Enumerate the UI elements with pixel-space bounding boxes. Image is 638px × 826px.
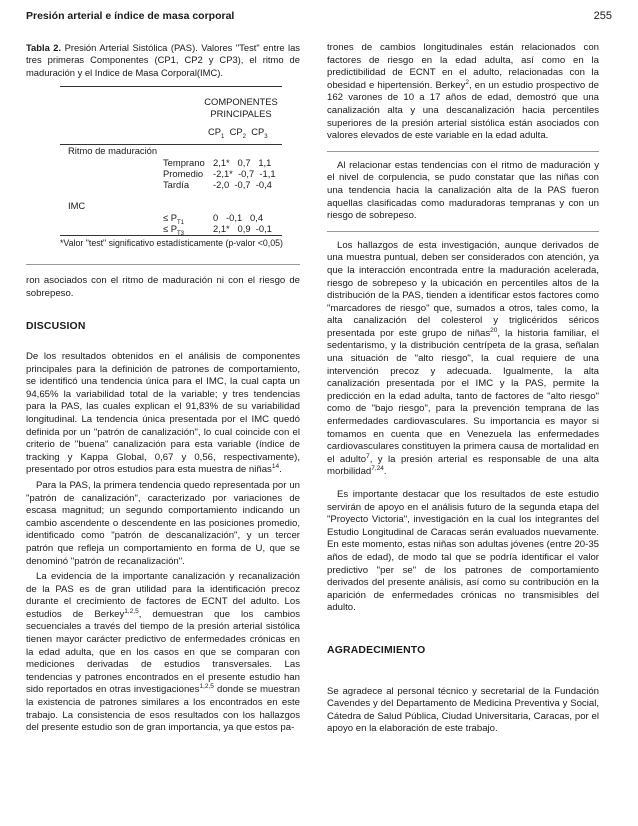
paragraph: trones de cambios longitudinales están relacionados con factores de riesgo en la edad adulta, así como en la predictibilidad de ECNT en el adulto, relacionadas con la obesidad e hipertensión. Berkey$^2$, en un estudio prospectivo de 162 varones de 10 a 17 años de edad, demostró que una canalización alta y una descanalización hacia percentiles superiores de la presión arterial sistólica están asociados con valores elevados de este variable en la edad adulta. bbox=[327, 42, 599, 142]
table-caption-text: Presión Arterial Sistólica (PAS). Valores "Test" entre las tres primeras Componentes (CP1, CP2 y CP3), el ritmo de maduración y el Indice de Masa Corporal(IMC). bbox=[26, 42, 300, 78]
reference-marker: 20 bbox=[490, 326, 498, 334]
table-header-line1: COMPONENTES bbox=[204, 96, 278, 108]
table-row-label: Temprano bbox=[163, 157, 205, 169]
paragraph: Se agradece al personal técnico y secretarial de la Fundación Cavendes y del Departamento de Medicina Preventiva y Social, Cátedra de Salud Pública, Ciudad Universitaria, Caracas, por el apoyo en la elaboración de este trabajo. bbox=[327, 685, 599, 735]
reference-marker: 2 bbox=[465, 78, 469, 86]
section-heading-discusion: DISCUSION bbox=[26, 321, 86, 333]
page-header bbox=[26, 10, 612, 26]
table-footnote: *Valor "test" significativo estadísticamente (p-valor <0,05) bbox=[60, 238, 283, 249]
table-bottom-rule bbox=[60, 235, 282, 236]
paragraph: Los hallazgos de esta investigación, aunque derivados de una muestra puntual, deben ser considerados con atención, ya que la interacción encontrada entre la maduración acelerada, riesgo de sobrepeso y la ubicación en percentiles altos de la distribución de la PAS, tienden a identificar estos factores como "marcadores de riesgo" que, sumados a otros, tales como, la alta canalización del colesterol y triglicéridos séricos presentada por este grupo de niñas$^{20}$, la historia familiar, el sedentarismo, y la distribución centrípeta de la grasa, señalan una situación de "alto riesgo", la cual requiere de una intervención precoz y adecuada. Igualmente, la alta canalización presentada por el IMC y la PAS, permite la predicción en la edad adulta, tanto de factores de "alto riesgo" como de "bajo riesgo", para la prevención temprana de las enfermedades cardiovasculares. Su importancia es mayor si tomamos en cuenta que en Venezuela las enfermedades cardiovasculares constituyen la primera causa de mortalidad en el adulto$^7$, y la presión arterial es responsable de una alta morbilidad$^{7,24}$. bbox=[327, 239, 599, 478]
right-column bbox=[327, 42, 599, 736]
table-top-rule bbox=[60, 86, 282, 87]
table-row-values: 2,1* 0,9 -0,1 bbox=[213, 223, 272, 235]
table-col-header bbox=[186, 96, 296, 120]
paragraph: Para la PAS, la primera tendencia quedo representada por un "patrón de canalización", caracterizado por variaciones de escasa magnitud; un segundo comportamiento indicando un cambio ascendente o descendente en las posiciones promedio, identificado como "patrón de descanalización", y un tercer patrón que refleja un comportamiento en forma de U, que se denominó "patrón de recanalización". bbox=[26, 479, 300, 567]
paragraph: De los resultados obtenidos en el análisis de componentes principales para la definición de patrones de comportamiento, se identificó una tendencia única para el IMC, la cual capta un 94,65% la variabilidad total de la variable; y tres tendencias para la PAS, las cuales explican el 91,83% de su variabilidad longitudinal. La tendencia única presentada por el IMC quedó definida por un "patrón de canalización", lo cual coincide con el criterio de "buena" canalización para esta variable (índice de tracking y Kappa Global, 0,67 y 0,56, respectivamente), presentado por otros estudios para esta muestra de niñas$^{14}$. bbox=[26, 351, 300, 476]
reference-marker: 7 bbox=[366, 452, 370, 460]
table-row-values: 0 -0,1 0,4 bbox=[213, 212, 264, 224]
left-column bbox=[26, 42, 300, 735]
divider bbox=[327, 151, 599, 152]
table-group-label: Ritmo de maduración bbox=[68, 145, 158, 157]
page-number: 255 bbox=[593, 10, 612, 22]
cp-label: $CP_2$ bbox=[229, 126, 246, 141]
paragraph: Al relacionar estas tendencias con el ritmo de maduración y el nivel de corpulencia, se pudo constatar que las niñas con una tendencia hacia la canalización alta de la PAS fueron aquellas clasificadas como maduradoras tempranas y con un riesgo de sobrepeso. bbox=[327, 159, 599, 222]
reference-marker: 1,2,5 bbox=[124, 607, 139, 615]
divider bbox=[327, 231, 599, 232]
table-row-label: Tardía bbox=[163, 179, 190, 191]
divider bbox=[26, 264, 300, 265]
table-caption-label: Tabla 2. bbox=[26, 42, 62, 53]
table-caption bbox=[26, 42, 300, 79]
reference-marker: 7,24 bbox=[371, 465, 384, 473]
table-row-values: -2,0 -0,7 -0,4 bbox=[213, 179, 272, 191]
section-heading-agradecimiento: AGRADECIMIENTO bbox=[327, 644, 426, 656]
cp-label: $CP_3$ bbox=[251, 126, 268, 141]
reference-marker: 14 bbox=[271, 463, 280, 471]
table-2 bbox=[26, 82, 300, 250]
cp-label: $CP_1$ bbox=[208, 126, 225, 141]
table-cp-labels bbox=[208, 126, 268, 143]
table-header-line2: PRINCIPALES bbox=[210, 108, 272, 120]
table-row-label: Promedio bbox=[163, 168, 204, 180]
table-row-values: 2,1* 0,7 1,1 bbox=[213, 157, 272, 169]
table-row-label: ≤ $P_{T1}$ bbox=[163, 212, 185, 227]
table-row-values: -2,1* -0,7 -1,1 bbox=[213, 168, 276, 180]
table-row-label: ≤ $P_{T3}$ bbox=[163, 223, 185, 238]
paragraph: Es importante destacar que los resultados de este estudio servirán de apoyo en el análisis futuro de la segunda etapa del "Proyecto Victoria", investigación en la cual los integrantes del Estudio Longitudinal de Caracas serán evaluados nuevamente. En este momento, estas niñas son adultas jóvenes (entre 20-35 años de edad), de modo tal que se podría identificar el valor predictivo "per se" de los patrones de comportamiento derivados del presente análisis, así como su contribución en la aparición de enfermedades crónicas no transmisibles del adulto. bbox=[327, 489, 599, 614]
table-row bbox=[163, 179, 272, 192]
running-title: Presión arterial e índice de masa corporal bbox=[26, 10, 235, 22]
reference-marker: 1,2,5 bbox=[199, 683, 214, 691]
paragraph: ron asociados con el ritmo de maduración ni con el riesgo de sobrepeso. bbox=[26, 275, 300, 299]
table-group-label: IMC bbox=[68, 200, 86, 212]
paragraph: La evidencia de la importante canalización y recanalización de la PAS es de gran utilidad para la identificación precoz durante el crecimiento de factores de ECNT del adulto. Los estudios de Berkey$^{1,2,5}$, demuestran que los cambios secuenciales a través del tiempo de la presión arterial sistólica tienen mayor carácter predictivo de enfermedades crónicas en la edad adulta, que en los casos en que se comparan con mediciones derivadas de estudios transversales. Las tendencias y patrones encontrados en el presente estudio han sido reportados en otras investigaciones$^{1,2,5}$ donde se muestran la existencia de patrones similares a los encontrados en este trabajo. La consistencia de esos resultados con los hallazgos del presente estudio son de gran importancia, ya que estos pa- bbox=[26, 571, 301, 734]
